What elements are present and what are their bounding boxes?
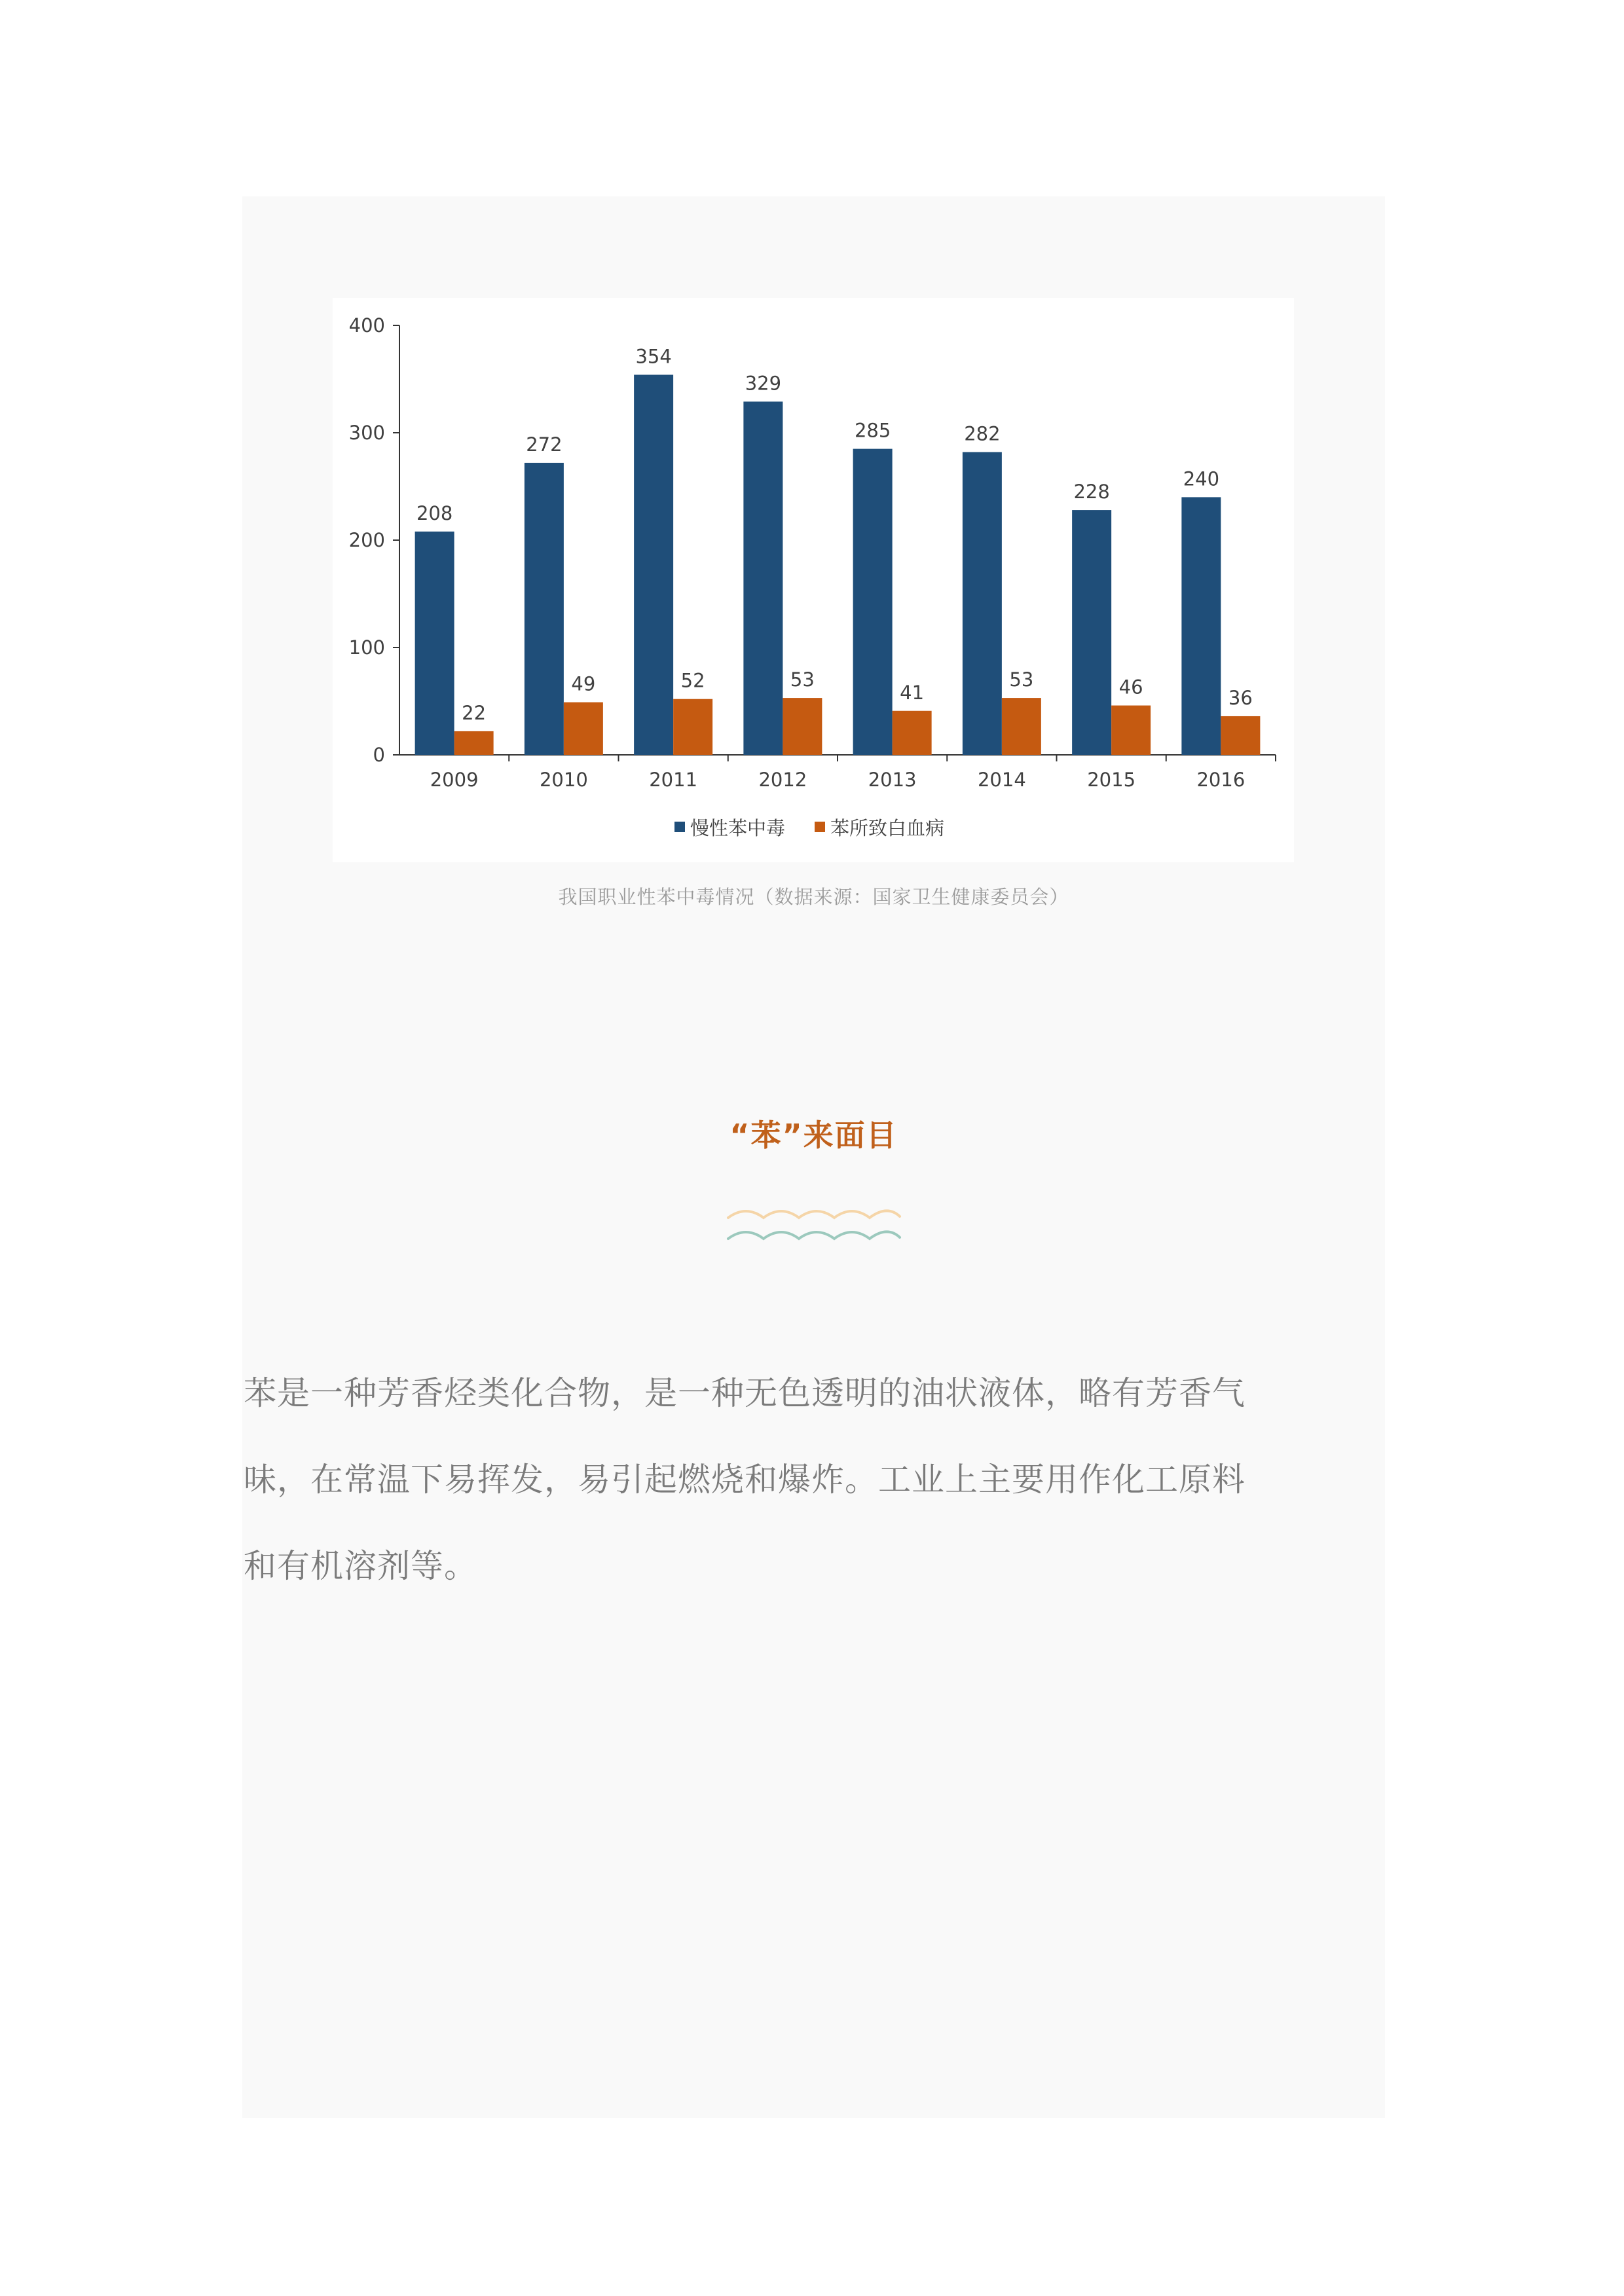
x-tick-label: 2012 (758, 769, 807, 791)
bar (673, 699, 712, 755)
bar-chart-svg (333, 298, 1294, 862)
data-label: 208 (416, 501, 453, 524)
bar (963, 452, 1002, 755)
bar (1111, 706, 1151, 755)
y-tick-label: 0 (373, 744, 385, 766)
bar (1002, 698, 1041, 755)
body-line: 苯是一种芳香烃类化合物，是一种无色透明的油状液体，略有芳香气 (244, 1374, 1246, 1412)
data-label: 329 (745, 372, 782, 395)
legend-label: 慢性苯中毒 (690, 817, 786, 839)
x-tick-label: 2010 (539, 769, 588, 791)
bar (525, 463, 564, 755)
bar (893, 711, 932, 755)
data-label: 272 (526, 433, 563, 456)
y-tick-label: 300 (348, 422, 385, 444)
body-line: 味，在常温下易挥发，易引起燃烧和爆炸。工业上主要用作化工原料 (244, 1461, 1246, 1499)
data-label: 52 (680, 669, 705, 692)
chart-caption: 我国职业性苯中毒情况（数据来源：国家卫生健康委员会） (558, 886, 1069, 908)
data-label: 49 (571, 672, 596, 695)
legend-label: 苯所致白血病 (830, 817, 945, 839)
data-label: 36 (1228, 686, 1253, 709)
body-line: 和有机溶剂等。 (244, 1547, 477, 1585)
bar (454, 731, 494, 755)
section-title: “苯”来面目 (729, 1118, 898, 1153)
y-tick-label: 200 (348, 529, 385, 551)
x-tick-label: 2015 (1087, 769, 1136, 791)
body-paragraph (244, 1350, 1386, 1609)
x-tick-label: 2013 (868, 769, 917, 791)
wave-ornament-icon (726, 1203, 902, 1249)
data-label: 41 (900, 681, 925, 704)
legend-swatch (674, 822, 685, 832)
data-label: 53 (790, 668, 815, 691)
bar (853, 449, 893, 755)
x-tick-label: 2016 (1196, 769, 1246, 791)
benzene-poisoning-chart (333, 298, 1294, 862)
x-tick-label: 2014 (977, 769, 1026, 791)
data-label: 354 (635, 345, 672, 368)
bar (1181, 497, 1221, 755)
y-tick-label: 400 (348, 314, 385, 337)
data-label: 282 (964, 422, 1001, 445)
bar (1072, 510, 1111, 755)
data-label: 240 (1183, 467, 1220, 490)
data-label: 46 (1118, 676, 1143, 699)
x-tick-label: 2011 (649, 769, 698, 791)
bar (564, 702, 603, 755)
bar (743, 401, 783, 755)
bar (783, 698, 822, 755)
data-label: 285 (854, 419, 891, 442)
data-label: 22 (462, 701, 487, 724)
y-tick-label: 100 (348, 636, 385, 659)
data-label: 228 (1073, 481, 1110, 503)
bar (415, 532, 454, 755)
bar (634, 374, 673, 755)
data-label: 53 (1009, 668, 1034, 691)
legend-swatch (815, 822, 825, 832)
bar (1221, 716, 1260, 755)
x-tick-label: 2009 (430, 769, 479, 791)
